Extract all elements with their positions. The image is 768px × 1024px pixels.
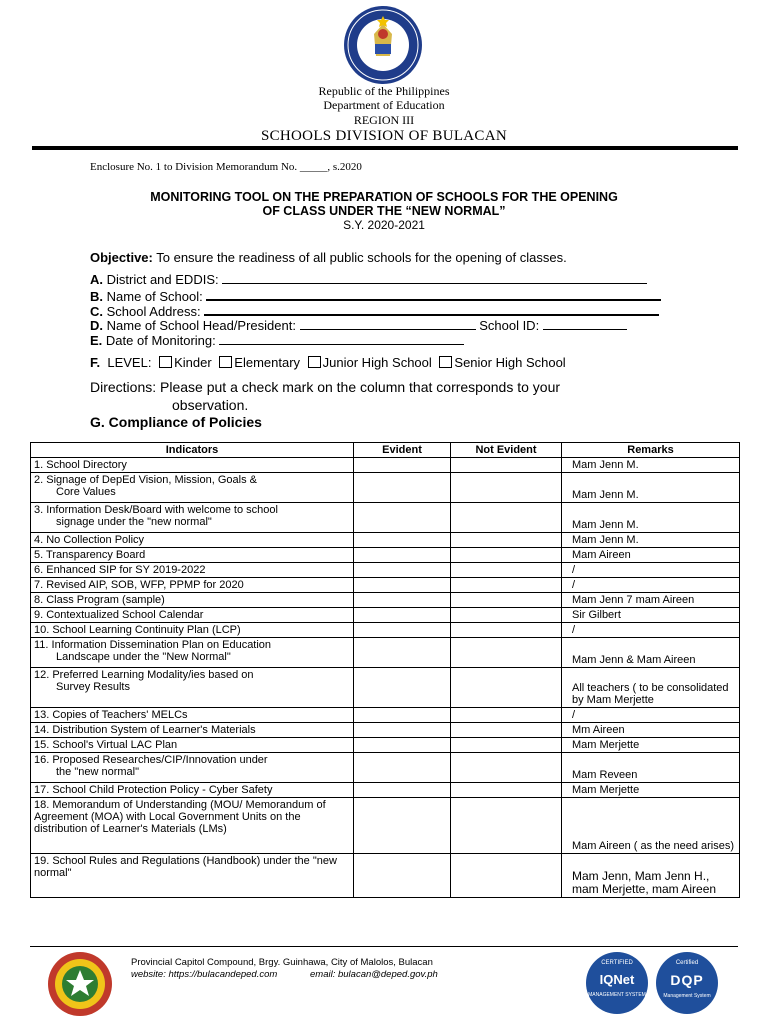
remarks-text: Mam Jenn M. [572, 489, 639, 501]
cert2-bottom: Management System [663, 993, 711, 999]
evident-cell[interactable] [354, 668, 451, 708]
evident-cell[interactable] [354, 854, 451, 898]
level-label: LEVEL: [107, 355, 152, 370]
indicator-cell [31, 854, 354, 898]
table-row [31, 563, 740, 578]
not-evident-cell[interactable] [451, 638, 562, 668]
indicator-text: 14. Distribution System of Learner's Materials [34, 724, 256, 736]
indicator-cell [31, 578, 354, 593]
header-republic: Republic of the Philippines [318, 84, 450, 98]
table-row [31, 708, 740, 723]
not-evident-cell[interactable] [451, 578, 562, 593]
not-evident-cell[interactable] [451, 783, 562, 798]
level-option-kinder: Kinder [174, 355, 212, 370]
remarks-cell[interactable] [562, 503, 740, 533]
footer-address: Provincial Capitol Compound, Brgy. Guinhawa, City of Malolos, Bulacan [131, 957, 433, 968]
field-d-letter: D. [90, 318, 103, 333]
field-district [90, 272, 647, 287]
indicator-text: 15. School's Virtual LAC Plan [34, 739, 178, 751]
indicator-cell [31, 723, 354, 738]
indicator-cell [31, 738, 354, 753]
evident-cell[interactable] [354, 708, 451, 723]
field-date-monitoring-input[interactable] [219, 333, 464, 345]
remarks-cell[interactable] [562, 753, 740, 783]
field-school-address-label: School Address: [106, 304, 201, 319]
evident-cell[interactable] [354, 458, 451, 473]
indicator-text: 5. Transparency Board [34, 549, 146, 561]
indicator-text: 6. Enhanced SIP for SY 2019-2022 [34, 564, 206, 576]
indicator-text-cont: Core Values [56, 486, 116, 498]
indicator-text: 19. School Rules and Regulations (Handbook) under the "new normal" [34, 855, 337, 879]
remarks-text: Mam Merjette [572, 739, 640, 751]
not-evident-cell[interactable] [451, 738, 562, 753]
remarks-text: / [572, 564, 576, 576]
field-e-letter: E. [90, 333, 103, 348]
header-region: REGION III [353, 113, 415, 127]
field-school-address [90, 303, 659, 319]
indicator-cell [31, 503, 354, 533]
header-division: SCHOOLS DIVISION OF BULACAN [260, 128, 508, 144]
not-evident-cell[interactable] [451, 753, 562, 783]
evident-cell[interactable] [354, 593, 451, 608]
remarks-cell[interactable] [562, 593, 740, 608]
evident-cell[interactable] [354, 783, 451, 798]
remarks-cell[interactable] [562, 458, 740, 473]
not-evident-cell[interactable] [451, 608, 562, 623]
indicator-text: 16. Proposed Researches/CIP/Innovation under [34, 754, 268, 766]
level-option-senior-high: Senior High School [454, 355, 566, 370]
table-row [31, 798, 740, 854]
indicator-cell [31, 548, 354, 563]
indicator-cell [31, 708, 354, 723]
checkbox-kinder[interactable] [159, 356, 172, 368]
enclosure-line: Enclosure No. 1 to Division Memorandum No. _____, s.2020 [90, 161, 362, 173]
table-header-row [31, 443, 740, 458]
field-date-monitoring [90, 333, 464, 348]
indicator-cell [31, 753, 354, 783]
field-district-input[interactable] [222, 272, 647, 284]
table-row [31, 578, 740, 593]
header-not-evident: Not Evident [451, 443, 562, 458]
remarks-cell[interactable] [562, 798, 740, 854]
objective-label: Objective: [90, 250, 153, 265]
remarks-cell[interactable] [562, 578, 740, 593]
directions [90, 378, 560, 414]
level-option-elementary: Elementary [234, 355, 301, 370]
remarks-text: Sir Gilbert [572, 609, 621, 621]
remarks-cell[interactable] [562, 623, 740, 638]
indicator-text: 2. Signage of DepEd Vision, Mission, Goals & [34, 474, 257, 486]
field-school-head-input[interactable] [300, 318, 476, 330]
table-row [31, 503, 740, 533]
directions-line2: observation. [172, 397, 249, 413]
table-row [31, 533, 740, 548]
indicator-text-cont: Survey Results [56, 681, 130, 693]
remarks-text: Mam Jenn M. [572, 459, 639, 471]
not-evident-cell[interactable] [451, 854, 562, 898]
indicator-text: 9. Contextualized School Calendar [34, 609, 204, 621]
school-year: S.Y. 2020-2021 [343, 218, 425, 232]
indicator-text-cont: the "new normal" [56, 766, 140, 778]
cert2-top: Certified [675, 960, 699, 966]
iqnet-cert-logo [586, 952, 648, 1014]
remarks-text: Mam Merjette [572, 784, 640, 796]
remarks-cell[interactable] [562, 723, 740, 738]
indicator-cell [31, 623, 354, 638]
field-school-head-label: Name of School Head/President: [106, 318, 296, 333]
evident-cell[interactable] [354, 723, 451, 738]
remarks-text: Mam Jenn 7 mam Aireen [572, 594, 695, 606]
section-g-heading: G. Compliance of Policies [90, 414, 262, 430]
indicator-cell [31, 473, 354, 503]
remarks-cell[interactable] [562, 738, 740, 753]
indicator-text: 7. Revised AIP, SOB, WFP, PPMP for 2020 [34, 579, 244, 591]
remarks-text: / [572, 624, 576, 636]
evident-cell[interactable] [354, 753, 451, 783]
dqp-cert-logo [656, 952, 718, 1014]
table-row [31, 753, 740, 783]
cert1-mid: IQNet [599, 972, 635, 987]
remarks-cell[interactable] [562, 533, 740, 548]
footer-rule [30, 946, 738, 947]
not-evident-cell[interactable] [451, 708, 562, 723]
indicator-cell [31, 458, 354, 473]
directions-line1: Directions: Please put a check mark on the column that corresponds to your [90, 379, 561, 395]
table-row [31, 638, 740, 668]
remarks-text: Mm Aireen [572, 724, 625, 736]
doc-title-line1: MONITORING TOOL ON THE PREPARATION OF SCHOOLS FOR THE OPENING [150, 190, 618, 204]
not-evident-cell[interactable] [451, 798, 562, 854]
bulacan-division-logo [46, 950, 114, 1018]
not-evident-cell[interactable] [451, 563, 562, 578]
indicator-cell [31, 593, 354, 608]
evident-cell[interactable] [354, 623, 451, 638]
remarks-text: Mam Aireen ( as the need arises) [572, 840, 735, 852]
table-row [31, 473, 740, 503]
field-school-name-input[interactable] [206, 288, 661, 301]
field-school-id-label: School ID: [479, 318, 540, 333]
indicator-text: 12. Preferred Learning Modality/ies based on [34, 669, 254, 681]
objective-text: To ensure the readiness of all public schools for the opening of classes. [156, 250, 567, 265]
level-option-junior-high: Junior High School [322, 355, 432, 370]
indicator-cell [31, 668, 354, 708]
not-evident-cell[interactable] [451, 458, 562, 473]
remarks-cell[interactable] [562, 548, 740, 563]
evident-cell[interactable] [354, 533, 451, 548]
indicator-text: 13. Copies of Teachers' MELCs [34, 709, 188, 721]
indicator-text: 10. School Learning Continuity Plan (LCP) [34, 624, 241, 636]
objective [90, 250, 567, 265]
remarks-text: / [572, 709, 576, 721]
indicator-cell [31, 638, 354, 668]
remarks-cell[interactable] [562, 473, 740, 503]
field-school-name [90, 288, 661, 304]
indicator-cell [31, 783, 354, 798]
header-remarks: Remarks [562, 443, 740, 458]
cert1-top: CERTIFIED [601, 960, 633, 966]
indicator-text-cont: signage under the "new normal" [56, 516, 212, 528]
evident-cell[interactable] [354, 563, 451, 578]
cert2-mid: DQP [670, 972, 704, 988]
field-c-letter: C. [90, 304, 103, 319]
evident-cell[interactable] [354, 798, 451, 854]
table-row [31, 623, 740, 638]
cert1-bottom: MANAGEMENT SYSTEM [588, 992, 646, 998]
checkbox-senior-high[interactable] [439, 356, 452, 368]
evident-cell[interactable] [354, 608, 451, 623]
checkbox-elementary[interactable] [219, 356, 232, 368]
field-b-letter: B. [90, 289, 103, 304]
not-evident-cell[interactable] [451, 533, 562, 548]
indicator-cell [31, 608, 354, 623]
header-rule [32, 146, 738, 150]
indicator-text: 1. School Directory [34, 459, 127, 471]
remarks-cell[interactable] [562, 783, 740, 798]
footer-email[interactable]: email: bulacan@deped.gov.ph [310, 969, 438, 980]
remarks-cell[interactable] [562, 708, 740, 723]
indicator-text: 17. School Child Protection Policy - Cyber Safety [34, 784, 273, 796]
evident-cell[interactable] [354, 578, 451, 593]
table-row [31, 723, 740, 738]
remarks-cell[interactable] [562, 854, 740, 898]
not-evident-cell[interactable] [451, 503, 562, 533]
footer-website[interactable]: website: https://bulacandeped.com [131, 969, 278, 980]
header-evident: Evident [354, 443, 451, 458]
indicator-text: 4. No Collection Policy [34, 534, 145, 546]
remarks-cell[interactable] [562, 668, 740, 708]
not-evident-cell[interactable] [451, 548, 562, 563]
indicator-cell [31, 533, 354, 548]
header-department: Department of Education [323, 98, 445, 112]
field-school-head [90, 318, 627, 333]
table-row [31, 854, 740, 898]
evident-cell[interactable] [354, 548, 451, 563]
table-row [31, 738, 740, 753]
indicator-cell [31, 563, 354, 578]
field-school-address-input[interactable] [204, 303, 659, 316]
evident-cell[interactable] [354, 473, 451, 503]
deped-seal-logo [336, 4, 430, 86]
header-indicators: Indicators [31, 443, 354, 458]
compliance-table [30, 442, 740, 898]
remarks-cell[interactable] [562, 638, 740, 668]
indicator-text-cont: Landscape under the "New Normal" [56, 651, 231, 663]
remarks-cell[interactable] [562, 608, 740, 623]
doc-title [0, 190, 768, 232]
table-row [31, 593, 740, 608]
not-evident-cell[interactable] [451, 593, 562, 608]
indicator-text: 8. Class Program (sample) [34, 594, 165, 606]
not-evident-cell[interactable] [451, 623, 562, 638]
remarks-text: Mam Jenn M. [572, 519, 639, 531]
field-school-name-label: Name of School: [106, 289, 203, 304]
not-evident-cell[interactable] [451, 723, 562, 738]
remarks-text: Mam Jenn & Mam Aireen [572, 654, 696, 666]
remarks-text: / [572, 579, 576, 591]
indicator-text: 3. Information Desk/Board with welcome to school [34, 504, 278, 516]
remarks-text: Mam Reveen [572, 769, 638, 781]
checkbox-junior-high[interactable] [308, 356, 321, 368]
doc-title-line2: OF CLASS UNDER THE “NEW NORMAL” [262, 204, 506, 218]
evident-cell[interactable] [354, 503, 451, 533]
table-row [31, 608, 740, 623]
table-row [31, 458, 740, 473]
field-date-monitoring-label: Date of Monitoring: [105, 333, 216, 348]
level-field [90, 355, 566, 370]
remarks-text: Mam Jenn M. [572, 534, 639, 546]
remarks-text: Mam Aireen [572, 549, 631, 561]
table-row [31, 668, 740, 708]
not-evident-cell[interactable] [451, 668, 562, 708]
table-row [31, 548, 740, 563]
field-a-letter: A. [90, 272, 103, 287]
remarks-text: Mam Jenn, Mam Jenn H., mam Merjette, mam Aireen [572, 869, 717, 896]
evident-cell[interactable] [354, 738, 451, 753]
indicator-text: 11. Information Dissemination Plan on Education [34, 639, 272, 651]
evident-cell[interactable] [354, 638, 451, 668]
field-school-id-input[interactable] [543, 318, 627, 330]
level-letter: F. [90, 355, 101, 370]
field-district-label: District and EDDIS: [106, 272, 219, 287]
indicator-cell [31, 798, 354, 854]
indicator-text: 18. Memorandum of Understanding (MOU/ Memorandum of Agreement (MOA) with Local Government Units on the distribution of Learner's Materials (LMs) [34, 799, 326, 835]
remarks-text: All teachers ( to be consolidated by Mam Merjette [572, 682, 729, 706]
table-row [31, 783, 740, 798]
remarks-cell[interactable] [562, 563, 740, 578]
not-evident-cell[interactable] [451, 473, 562, 503]
